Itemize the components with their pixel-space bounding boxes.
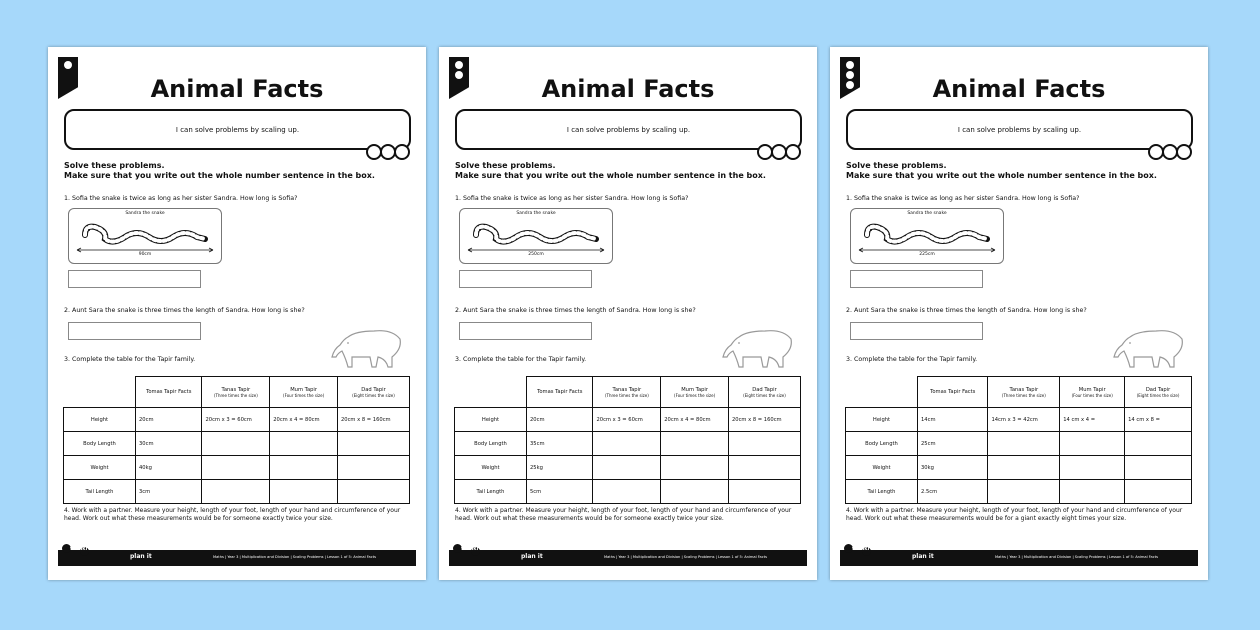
footer-text: Maths | Year 3 | Multiplication and Division | Scaling Problems | Lesson 1 of 5: Animal Facts (604, 555, 767, 559)
table-cell: 25cm (918, 432, 988, 456)
table-cell (661, 456, 729, 480)
level-dot (64, 61, 72, 69)
table-cell (270, 432, 338, 456)
table-cell (661, 480, 729, 504)
table-cell (1060, 480, 1125, 504)
table-cell: 14 cm x 8 = (1125, 408, 1192, 432)
question-1: 1. Sofia the snake is twice as long as her sister Sandra. How long is Sofia? (455, 195, 689, 202)
row-label: Weight (64, 456, 136, 480)
rings-icon (368, 144, 410, 160)
plan-logo: plan it (521, 553, 543, 560)
snake-length: 250cm (528, 252, 544, 257)
table-cell: 40kg (136, 456, 202, 480)
table-cell: 14cm (918, 408, 988, 432)
tapir-table (63, 376, 410, 504)
snake-illustration (68, 208, 222, 264)
table-row (455, 408, 801, 432)
plan-logo: plan it (130, 553, 152, 560)
tapir-icon (721, 327, 799, 369)
table-row (64, 480, 410, 504)
table-row (455, 456, 801, 480)
instructions: Solve these problems. Make sure that you write out the whole number sentence in the box. (846, 161, 1157, 180)
table-cell (337, 456, 409, 480)
plan-logo: plan it (912, 553, 934, 560)
table-corner (455, 377, 527, 408)
row-label: Body Length (455, 432, 527, 456)
table-header: Tanas Tapir (Three times the size) (202, 377, 270, 408)
row-label: Tail Length (64, 480, 136, 504)
tapir-icon (1112, 327, 1190, 369)
rings-icon (759, 144, 801, 160)
brand-logo: twinkl (461, 546, 479, 552)
row-label: Weight (846, 456, 918, 480)
table-header: Dad Tapir (Eight times the size) (337, 377, 409, 408)
table-header: Tomas Tapir Facts (136, 377, 202, 408)
table-header: Dad Tapir (Eight times the size) (728, 377, 800, 408)
table-header: Mum Tapir (Four times the size) (270, 377, 338, 408)
answer-box-2[interactable] (850, 322, 983, 340)
snake-length: 225cm (919, 252, 935, 257)
table-header: Mum Tapir (Four times the size) (1060, 377, 1125, 408)
question-2: 2. Aunt Sara the snake is three times the length of Sandra. How long is she? (846, 307, 1087, 314)
snake-length: 90cm (138, 252, 152, 257)
snake-label: Sandra the snake (516, 211, 556, 216)
question-3: 3. Complete the table for the Tapir family. (455, 356, 587, 363)
answer-box-1[interactable] (850, 270, 983, 288)
question-1: 1. Sofia the snake is twice as long as her sister Sandra. How long is Sofia? (846, 195, 1080, 202)
footer-text: Maths | Year 3 | Multiplication and Division | Scaling Problems | Lesson 1 of 5: Animal Facts (213, 555, 376, 559)
answer-box-2[interactable] (459, 322, 592, 340)
footer-text: Maths | Year 3 | Multiplication and Division | Scaling Problems | Lesson 1 of 5: Animal Facts (995, 555, 1158, 559)
row-label: Height (455, 408, 527, 432)
table-cell (1060, 456, 1125, 480)
table-cell: 20cm (527, 408, 593, 432)
snake-illustration (459, 208, 613, 264)
table-cell: 14 cm x 4 = (1060, 408, 1125, 432)
table-cell: 20cm (136, 408, 202, 432)
table-row (846, 432, 1192, 456)
footer-bar (840, 546, 1198, 566)
table-row (64, 408, 410, 432)
table-cell (728, 480, 800, 504)
answer-box-1[interactable] (459, 270, 592, 288)
table-cell (593, 456, 661, 480)
table-row (846, 456, 1192, 480)
table-header: Tomas Tapir Facts (918, 377, 988, 408)
table-cell: 5cm (527, 480, 593, 504)
table-cell: 20cm x 4 = 80cm (270, 408, 338, 432)
table-cell (202, 456, 270, 480)
table-cell (1060, 432, 1125, 456)
footer-bar (449, 546, 807, 566)
row-label: Weight (455, 456, 527, 480)
learning-objective: I can solve problems by scaling up. (846, 109, 1193, 150)
table-header: Mum Tapir (Four times the size) (661, 377, 729, 408)
table-cell: 30kg (918, 456, 988, 480)
table-row (455, 480, 801, 504)
table-row (64, 432, 410, 456)
answer-box-2[interactable] (68, 322, 201, 340)
table-cell (337, 480, 409, 504)
level-dot (455, 61, 463, 69)
table-cell (593, 432, 661, 456)
page-title: Animal Facts (932, 75, 1106, 103)
table-row (846, 408, 1192, 432)
table-cell (1125, 480, 1192, 504)
brand-logo: twinkl (852, 546, 870, 552)
rings-icon (1150, 144, 1192, 160)
table-cell (593, 480, 661, 504)
table-cell (270, 456, 338, 480)
tapir-table (454, 376, 801, 504)
table-cell (661, 432, 729, 456)
table-row (846, 480, 1192, 504)
table-cell: 25kg (527, 456, 593, 480)
worksheet-page (830, 47, 1208, 580)
table-cell: 14cm x 3 = 42cm (988, 408, 1060, 432)
row-label: Body Length (846, 432, 918, 456)
instructions: Solve these problems. Make sure that you write out the whole number sentence in the box. (455, 161, 766, 180)
table-cell (988, 432, 1060, 456)
snake-illustration (850, 208, 1004, 264)
table-cell (1125, 456, 1192, 480)
table-cell: 20cm x 8 = 160cm (728, 408, 800, 432)
table-corner (64, 377, 136, 408)
worksheet-page (439, 47, 817, 580)
learning-objective: I can solve problems by scaling up. (455, 109, 802, 150)
question-3: 3. Complete the table for the Tapir family. (846, 356, 978, 363)
table-cell (270, 480, 338, 504)
question-4: 4. Work with a partner. Measure your height, length of your foot, length of your hand and circumference of your head. Work out what these measurements would be for someone exactly twice your size. (64, 507, 401, 522)
table-row (64, 456, 410, 480)
row-label: Tail Length (846, 480, 918, 504)
table-cell: 20cm x 8 = 160cm (337, 408, 409, 432)
learning-objective: I can solve problems by scaling up. (64, 109, 411, 150)
table-header: Dad Tapir (Eight times the size) (1125, 377, 1192, 408)
table-header: Tomas Tapir Facts (527, 377, 593, 408)
table-header: Tanas Tapir (Three times the size) (988, 377, 1060, 408)
tapir-table (845, 376, 1192, 504)
row-label: Height (846, 408, 918, 432)
table-cell (337, 432, 409, 456)
snake-label: Sandra the snake (125, 211, 165, 216)
question-2: 2. Aunt Sara the snake is three times the length of Sandra. How long is she? (64, 307, 305, 314)
table-cell (202, 480, 270, 504)
table-cell: 35cm (527, 432, 593, 456)
table-cell (988, 456, 1060, 480)
snake-label: Sandra the snake (907, 211, 947, 216)
table-cell: 20cm x 3 = 60cm (593, 408, 661, 432)
worksheet-page (48, 47, 426, 580)
table-cell: 20cm x 3 = 60cm (202, 408, 270, 432)
row-label: Tail Length (455, 480, 527, 504)
table-cell (202, 432, 270, 456)
table-cell: 2.5cm (918, 480, 988, 504)
tapir-icon (330, 327, 408, 369)
table-cell (1125, 432, 1192, 456)
table-cell: 3cm (136, 480, 202, 504)
question-3: 3. Complete the table for the Tapir family. (64, 356, 196, 363)
row-label: Body Length (64, 432, 136, 456)
table-cell: 30cm (136, 432, 202, 456)
table-row (455, 432, 801, 456)
row-label: Height (64, 408, 136, 432)
answer-box-1[interactable] (68, 270, 201, 288)
page-title: Animal Facts (541, 75, 715, 103)
question-4: 4. Work with a partner. Measure your height, length of your foot, length of your hand and circumference of your head. Work out what these measurements would be for someone exactly twice your size. (455, 507, 792, 522)
question-1: 1. Sofia the snake is twice as long as her sister Sandra. How long is Sofia? (64, 195, 298, 202)
question-2: 2. Aunt Sara the snake is three times the length of Sandra. How long is she? (455, 307, 696, 314)
page-title: Animal Facts (150, 75, 324, 103)
question-4: 4. Work with a partner. Measure your height, length of your foot, length of your hand and circumference of your head. Work out what these measurements would be for a giant exactly eight times your size. (846, 507, 1183, 522)
level-dot (846, 61, 854, 69)
table-cell (988, 480, 1060, 504)
instructions: Solve these problems. Make sure that you write out the whole number sentence in the box. (64, 161, 375, 180)
table-header: Tanas Tapir (Three times the size) (593, 377, 661, 408)
footer-bar (58, 546, 416, 566)
table-cell (728, 456, 800, 480)
brand-logo: twinkl (70, 546, 88, 552)
table-cell (728, 432, 800, 456)
table-cell: 20cm x 4 = 80cm (661, 408, 729, 432)
table-corner (846, 377, 918, 408)
